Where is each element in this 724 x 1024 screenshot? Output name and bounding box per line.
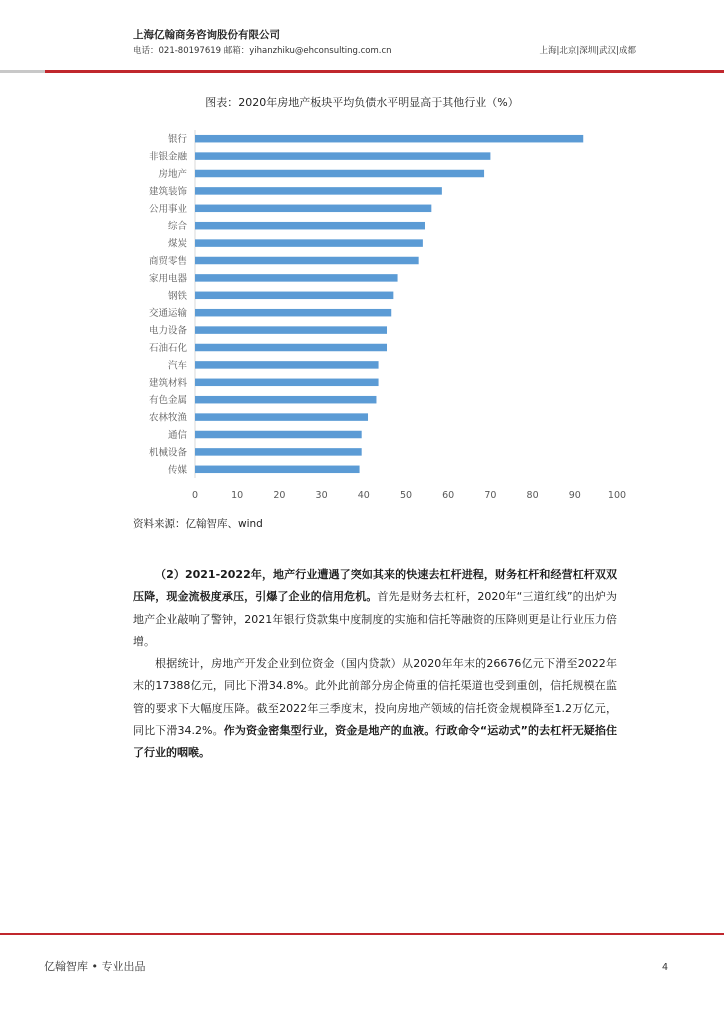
source-note: 资料来源：亿翰智库、wind [133,518,263,530]
category-label-15: 有色金属 [148,395,187,407]
bar-15 [195,396,376,404]
bar-chart [120,125,640,505]
bar-16 [195,413,368,421]
bar-12 [195,344,387,352]
bar-2 [195,170,484,178]
bar-11 [195,326,387,334]
x-tick-label-1: 10 [231,490,244,501]
category-label-8: 家用电器 [148,273,187,285]
bar-14 [195,379,379,387]
x-tick-label-9: 90 [568,490,581,501]
body-text [133,564,617,765]
category-label-2: 房地产 [158,169,187,180]
footer-divider [0,933,724,935]
header-cities: 上海|北京|深圳|武汉|成都 [539,46,636,56]
bar-3 [195,187,442,195]
category-label-14: 建筑材料 [148,377,187,389]
bar-8 [195,274,398,282]
bar-10 [195,309,391,317]
header-company: 上海亿翰商务咨询股份有限公司 [133,29,280,41]
paragraph-2 [133,653,617,764]
header-divider-gray [0,70,45,73]
category-label-19: 传媒 [167,464,187,476]
x-tick-label-8: 80 [526,490,539,501]
paragraph-1 [133,564,617,653]
category-label-12: 石油石化 [148,343,187,354]
footer-brand: 亿翰智库 • 专业出品 [44,960,146,973]
category-label-0: 银行 [167,134,187,146]
x-tick-label-3: 30 [315,490,328,501]
category-label-3: 建筑装饰 [148,186,187,198]
x-tick-label-0: 0 [191,490,199,501]
x-tick-label-7: 70 [484,490,497,501]
x-tick-label-10: 100 [607,490,627,501]
category-label-11: 电力设备 [148,325,187,337]
bar-0 [195,135,583,143]
category-label-9: 钢铁 [167,290,187,302]
paragraph-1-text: 首先是财务去杠杆，2020年“三道红线”的出炉为地产企业敲响了警钟，2021年银行贷款集中度制度的实施和信托等融资的压降则更是让行业压力倍增。 [133,590,618,648]
category-label-5: 综合 [167,221,187,233]
category-label-17: 通信 [167,430,187,441]
bar-6 [195,239,423,247]
category-label-13: 汽车 [167,360,187,372]
bar-4 [195,205,431,213]
bar-7 [195,257,419,265]
category-label-6: 煤炭 [167,238,187,250]
paragraph-2-bold: 作为资金密集型行业，资金是地产的血液。行政命令“运动式”的去杠杆无疑掐住了行业的咽喉。 [133,724,617,760]
category-label-4: 公用事业 [148,203,187,215]
category-label-16: 农林牧渔 [148,412,187,424]
x-tick-label-6: 60 [442,490,455,501]
bar-13 [195,361,379,369]
paragraph-1-bold: （2）2021-2022年，地产行业遭遇了突如其来的快速去杠杆进程，财务杠杆和经营杠杆双双压降，现金流极度承压，引爆了企业的信用危机。 [133,568,617,604]
category-label-10: 交通运输 [148,308,187,320]
bar-9 [195,292,393,300]
bar-18 [195,448,362,456]
x-tick-label-2: 20 [273,490,286,501]
bar-19 [195,466,360,474]
bar-1 [195,152,490,160]
x-tick-label-5: 50 [399,490,413,501]
bar-17 [195,431,362,439]
header-divider-red [45,70,724,73]
paragraph-2-text: 根据统计，房地产开发企业到位资金（国内贷款）从2020年年末的26676亿元下滑至2022年末的17388亿元，同比下滑34.8%。此外此前部分房企倚重的信托渠道也受到重创，信托规模在监管的要求下大幅度压降。截至2022年三季度末，投向房地产领域的信托资金规模降至1.2万亿元，同比下滑34.2%。 [133,657,617,738]
bar-5 [195,222,425,230]
chart-title: 图表：2020年房地产板块平均负债水平明显高于其他行业（%） [205,96,519,109]
header-contact: 电话：021-80197619 邮箱：yihanzhiku@ehconsulting.com.cn [133,46,392,56]
category-label-18: 机械设备 [148,447,187,459]
page-number: 4 [661,962,668,973]
category-label-1: 非银金融 [148,151,187,163]
category-label-7: 商贸零售 [148,256,187,267]
x-tick-label-4: 40 [357,490,370,501]
